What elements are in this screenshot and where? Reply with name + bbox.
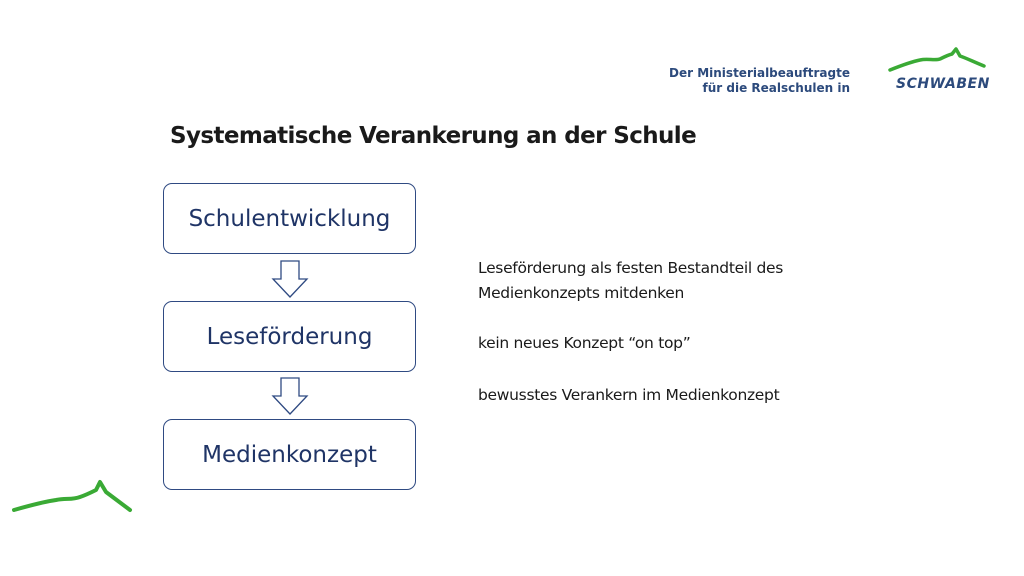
logo-wordmark: SCHWABEN (896, 76, 990, 92)
slide-title: Systematische Verankerung an der Schule (170, 123, 697, 149)
ministerial-logo (669, 46, 990, 102)
mountain-decoration-icon (10, 478, 135, 518)
flow-box-medienkonzept: Medienkonzept (163, 419, 416, 490)
note-line: Leseförderung als festen Bestandteil des (478, 259, 784, 277)
flow-box-lesefoerderung: Leseförderung (163, 301, 416, 372)
mountain-logo-icon (888, 46, 988, 76)
note-line: Medienkonzepts mitdenken (478, 284, 685, 302)
note-anchoring (478, 383, 779, 408)
note-no-new-concept (478, 331, 690, 356)
flow-box-schulentwicklung: Schulentwicklung (163, 183, 416, 254)
note-line: bewusstes Verankern im Medienkonzept (478, 386, 780, 404)
note-lesefoerderung (478, 256, 783, 306)
logo-line-1: Der Ministerialbeauftragte (669, 66, 850, 80)
note-line: kein neues Konzept “on top” (478, 334, 691, 352)
arrow-down-icon (271, 376, 309, 416)
logo-line-2: für die Realschulen in (702, 81, 850, 95)
arrow-down-icon (271, 259, 309, 299)
